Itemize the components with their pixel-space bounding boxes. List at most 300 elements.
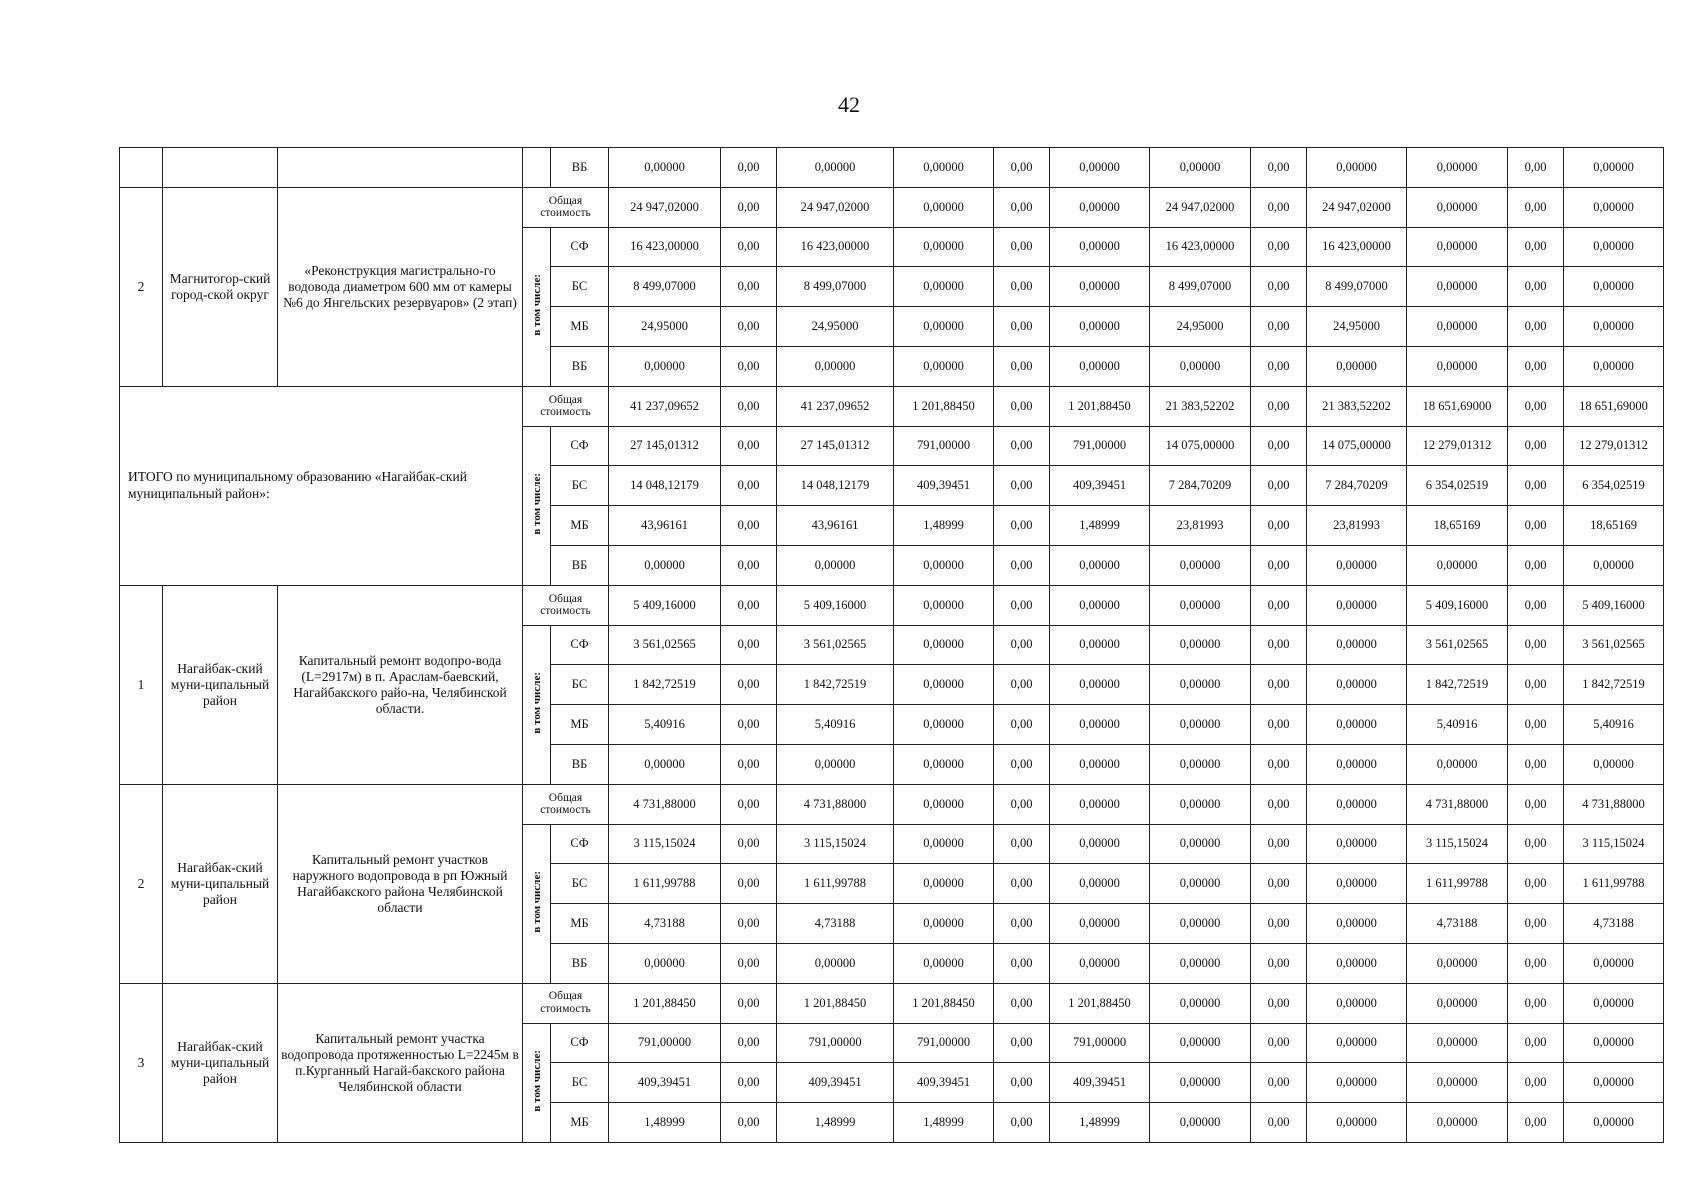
value-cell: 14 048,12179	[609, 466, 721, 506]
value-cell: 0,00	[994, 784, 1050, 824]
table-row	[120, 784, 1664, 824]
source-cell: МБ	[551, 506, 609, 546]
value-cell: 0,00000	[1150, 744, 1251, 784]
value-cell: 4 731,88000	[1407, 784, 1508, 824]
table-row	[120, 148, 1664, 188]
value-cell: 6 354,02519	[1407, 466, 1508, 506]
value-cell: 0,00000	[1407, 267, 1508, 307]
value-cell: 0,00	[721, 983, 777, 1023]
value-cell: 0,00	[994, 943, 1050, 983]
value-cell: 0,00	[1508, 545, 1564, 585]
value-cell: 0,00	[994, 625, 1050, 665]
including-label-cell	[523, 1023, 551, 1142]
including-label-cell	[523, 625, 551, 784]
value-cell: 0,00000	[894, 267, 994, 307]
value-cell: 0,00	[721, 585, 777, 625]
value-cell: 0,00000	[777, 943, 894, 983]
value-cell: 1 201,88450	[609, 983, 721, 1023]
itogo-label: ИТОГО по муниципальному образованию «Нагайбак-ский муниципальный район»:	[120, 386, 523, 585]
value-cell: 0,00	[1508, 904, 1564, 944]
value-cell: 0,00	[1508, 148, 1564, 188]
value-cell: 0,00000	[1307, 346, 1407, 386]
value-cell: 0,00	[1508, 506, 1564, 546]
value-cell: 0,00000	[1050, 148, 1150, 188]
value-cell: 0,00	[994, 307, 1050, 347]
value-cell: 0,00000	[1050, 943, 1150, 983]
municipality-name: Нагайбак-ский муни-ципальный район	[163, 585, 278, 784]
row-number: 3	[120, 983, 163, 1142]
value-cell: 3 115,15024	[609, 824, 721, 864]
value-cell: 0,00	[994, 705, 1050, 745]
value-cell: 27 145,01312	[777, 426, 894, 466]
value-cell: 0,00	[994, 983, 1050, 1023]
value-cell: 4,73188	[1407, 904, 1508, 944]
value-cell: 0,00	[1508, 386, 1564, 426]
municipality-name: Магнитогор-ский город-ской округ	[163, 187, 278, 386]
value-cell: 791,00000	[1050, 426, 1150, 466]
value-cell: 0,00000	[1050, 744, 1150, 784]
value-cell: 0,00000	[1307, 864, 1407, 904]
row-number: 2	[120, 187, 163, 386]
value-cell: 16 423,00000	[609, 227, 721, 267]
value-cell: 409,39451	[1050, 1063, 1150, 1103]
value-cell: 0,00	[1251, 904, 1307, 944]
value-cell: 1 201,88450	[1050, 983, 1150, 1023]
value-cell: 5 409,16000	[777, 585, 894, 625]
value-cell: 0,00000	[1307, 148, 1407, 188]
municipality-name: Нагайбак-ский муни-ципальный район	[163, 983, 278, 1142]
value-cell: 0,00000	[1307, 744, 1407, 784]
value-cell: 0,00000	[894, 744, 994, 784]
value-cell: 0,00000	[894, 943, 994, 983]
total-cost-label: Общая стоимость	[523, 386, 609, 426]
value-cell: 8 499,07000	[609, 267, 721, 307]
source-cell: ВБ	[551, 545, 609, 585]
value-cell: 0,00000	[1407, 1103, 1508, 1143]
value-cell: 0,00000	[894, 784, 994, 824]
value-cell: 0,00000	[1307, 585, 1407, 625]
value-cell: 0,00	[721, 625, 777, 665]
value-cell: 24 947,02000	[1307, 187, 1407, 227]
value-cell: 1 611,99788	[1407, 864, 1508, 904]
value-cell: 3 115,15024	[1564, 824, 1664, 864]
value-cell: 0,00000	[1407, 943, 1508, 983]
value-cell: 0,00000	[1564, 1023, 1664, 1063]
value-cell: 0,00	[721, 665, 777, 705]
value-cell: 43,96161	[609, 506, 721, 546]
value-cell: 5,40916	[1407, 705, 1508, 745]
value-cell: 791,00000	[777, 1023, 894, 1063]
value-cell: 0,00000	[609, 346, 721, 386]
value-cell: 0,00000	[894, 187, 994, 227]
source-cell: СФ	[551, 625, 609, 665]
source-cell: ВБ	[551, 148, 609, 188]
value-cell: 0,00	[994, 466, 1050, 506]
including-label: в том числе:	[530, 1049, 543, 1112]
value-cell: 0,00	[721, 346, 777, 386]
value-cell: 0,00	[1508, 784, 1564, 824]
value-cell: 4 731,88000	[1564, 784, 1664, 824]
value-cell: 409,39451	[609, 1063, 721, 1103]
value-cell: 0,00000	[1150, 665, 1251, 705]
project-name: Капитальный ремонт участка водопровода протяженностью L=2245м в п.Курганный Нагай-бакского района Челябинской области	[278, 983, 523, 1142]
value-cell: 1 201,88450	[777, 983, 894, 1023]
value-cell: 409,39451	[1050, 466, 1150, 506]
value-cell: 0,00000	[1307, 1023, 1407, 1063]
value-cell: 16 423,00000	[1150, 227, 1251, 267]
total-cost-label: Общая стоимость	[523, 187, 609, 227]
value-cell: 0,00	[1508, 705, 1564, 745]
value-cell: 18,65169	[1407, 506, 1508, 546]
value-cell: 0,00000	[894, 705, 994, 745]
value-cell: 0,00000	[1150, 625, 1251, 665]
value-cell: 1 611,99788	[609, 864, 721, 904]
value-cell: 3 561,02565	[609, 625, 721, 665]
value-cell: 0,00000	[609, 545, 721, 585]
value-cell: 0,00	[721, 943, 777, 983]
project-name: Капитальный ремонт участков наружного водопровода в рп Южный Нагайбакского района Челябинской области	[278, 784, 523, 983]
source-cell: МБ	[551, 1103, 609, 1143]
value-cell: 0,00	[994, 744, 1050, 784]
value-cell: 0,00000	[1307, 665, 1407, 705]
source-cell: МБ	[551, 705, 609, 745]
value-cell: 0,00000	[894, 346, 994, 386]
including-label: в том числе:	[530, 273, 543, 336]
value-cell: 1 842,72519	[1407, 665, 1508, 705]
value-cell: 3 561,02565	[1564, 625, 1664, 665]
value-cell: 0,00	[1508, 1023, 1564, 1063]
value-cell: 1,48999	[894, 506, 994, 546]
value-cell: 1 611,99788	[777, 864, 894, 904]
value-cell: 0,00	[1251, 1063, 1307, 1103]
value-cell: 0,00000	[1407, 227, 1508, 267]
value-cell: 0,00000	[1564, 545, 1664, 585]
value-cell: 4 731,88000	[777, 784, 894, 824]
value-cell: 0,00000	[777, 346, 894, 386]
value-cell: 0,00	[721, 1063, 777, 1103]
source-cell: СФ	[551, 426, 609, 466]
table-row	[120, 187, 1664, 227]
value-cell: 0,00000	[1050, 227, 1150, 267]
value-cell: 0,00000	[1407, 148, 1508, 188]
value-cell: 0,00000	[1150, 943, 1251, 983]
value-cell: 18 651,69000	[1407, 386, 1508, 426]
value-cell: 1 842,72519	[1564, 665, 1664, 705]
value-cell: 0,00	[994, 1023, 1050, 1063]
value-cell: 0,00000	[1307, 904, 1407, 944]
source-cell: ВБ	[551, 744, 609, 784]
table-row	[120, 983, 1664, 1023]
value-cell: 409,39451	[894, 466, 994, 506]
value-cell: 409,39451	[894, 1063, 994, 1103]
value-cell: 0,00	[721, 227, 777, 267]
value-cell: 409,39451	[777, 1063, 894, 1103]
value-cell: 0,00000	[894, 227, 994, 267]
value-cell: 24,95000	[777, 307, 894, 347]
including-label: в том числе:	[530, 870, 543, 933]
value-cell: 0,00000	[1050, 267, 1150, 307]
value-cell: 24,95000	[1150, 307, 1251, 347]
value-cell: 0,00000	[1564, 148, 1664, 188]
value-cell: 0,00	[1508, 267, 1564, 307]
value-cell: 0,00000	[1564, 1103, 1664, 1143]
value-cell: 0,00	[1251, 744, 1307, 784]
value-cell: 0,00	[1508, 625, 1564, 665]
value-cell: 12 279,01312	[1564, 426, 1664, 466]
value-cell: 0,00000	[1150, 864, 1251, 904]
value-cell: 0,00000	[1150, 1103, 1251, 1143]
value-cell: 0,00	[721, 545, 777, 585]
value-cell: 0,00000	[894, 824, 994, 864]
source-cell: БС	[551, 267, 609, 307]
row-number: 2	[120, 784, 163, 983]
value-cell: 0,00	[1508, 346, 1564, 386]
value-cell: 16 423,00000	[1307, 227, 1407, 267]
total-cost-label: Общая стоимость	[523, 585, 609, 625]
value-cell: 0,00	[1251, 1023, 1307, 1063]
value-cell: 0,00	[1251, 983, 1307, 1023]
value-cell: 0,00000	[1150, 148, 1251, 188]
value-cell: 0,00000	[1307, 824, 1407, 864]
value-cell: 0,00000	[1564, 187, 1664, 227]
value-cell: 5,40916	[1564, 705, 1664, 745]
value-cell: 6 354,02519	[1564, 466, 1664, 506]
value-cell: 14 048,12179	[777, 466, 894, 506]
value-cell: 5,40916	[777, 705, 894, 745]
value-cell: 0,00000	[1050, 665, 1150, 705]
value-cell: 0,00000	[1307, 1103, 1407, 1143]
value-cell: 0,00000	[1307, 545, 1407, 585]
value-cell: 0,00000	[1150, 585, 1251, 625]
source-cell: ВБ	[551, 346, 609, 386]
value-cell: 8 499,07000	[777, 267, 894, 307]
value-cell: 0,00	[1251, 506, 1307, 546]
value-cell: 0,00	[721, 864, 777, 904]
value-cell: 0,00	[1251, 466, 1307, 506]
source-cell: СФ	[551, 1023, 609, 1063]
value-cell: 0,00	[994, 267, 1050, 307]
value-cell: 0,00	[994, 386, 1050, 426]
value-cell: 0,00000	[1564, 346, 1664, 386]
value-cell: 0,00	[1508, 227, 1564, 267]
value-cell: 1,48999	[1050, 506, 1150, 546]
value-cell: 1,48999	[894, 1103, 994, 1143]
source-cell: ВБ	[551, 943, 609, 983]
num-cell	[120, 148, 163, 188]
value-cell: 0,00	[1508, 307, 1564, 347]
municipality-cell	[163, 148, 278, 188]
value-cell: 14 075,00000	[1307, 426, 1407, 466]
value-cell: 0,00000	[894, 585, 994, 625]
value-cell: 1 842,72519	[609, 665, 721, 705]
value-cell: 41 237,09652	[609, 386, 721, 426]
value-cell: 24,95000	[1307, 307, 1407, 347]
value-cell: 3 561,02565	[777, 625, 894, 665]
value-cell: 3 115,15024	[1407, 824, 1508, 864]
value-cell: 0,00000	[1407, 744, 1508, 784]
value-cell: 3 115,15024	[777, 824, 894, 864]
including-label-cell	[523, 426, 551, 585]
value-cell: 0,00000	[1150, 1063, 1251, 1103]
value-cell: 0,00	[1251, 784, 1307, 824]
value-cell: 18 651,69000	[1564, 386, 1664, 426]
value-cell: 0,00000	[1564, 1063, 1664, 1103]
value-cell: 1 201,88450	[1050, 386, 1150, 426]
value-cell: 0,00000	[1050, 625, 1150, 665]
value-cell: 27 145,01312	[609, 426, 721, 466]
value-cell: 0,00	[994, 506, 1050, 546]
value-cell: 0,00	[994, 148, 1050, 188]
value-cell: 0,00	[1508, 824, 1564, 864]
value-cell: 0,00000	[1150, 983, 1251, 1023]
value-cell: 24,95000	[609, 307, 721, 347]
incl-cell	[523, 148, 551, 188]
project-cell	[278, 148, 523, 188]
value-cell: 0,00	[994, 864, 1050, 904]
value-cell: 1 201,88450	[894, 386, 994, 426]
value-cell: 0,00	[1251, 545, 1307, 585]
value-cell: 0,00	[721, 824, 777, 864]
source-cell: БС	[551, 466, 609, 506]
value-cell: 12 279,01312	[1407, 426, 1508, 466]
value-cell: 0,00	[1508, 426, 1564, 466]
value-cell: 0,00000	[1564, 307, 1664, 347]
value-cell: 0,00000	[1407, 1063, 1508, 1103]
value-cell: 0,00	[1251, 665, 1307, 705]
total-cost-label: Общая стоимость	[523, 983, 609, 1023]
value-cell: 0,00000	[1150, 904, 1251, 944]
value-cell: 0,00	[721, 267, 777, 307]
value-cell: 0,00000	[1407, 545, 1508, 585]
value-cell: 23,81993	[1150, 506, 1251, 546]
value-cell: 0,00	[994, 187, 1050, 227]
value-cell: 0,00000	[1564, 983, 1664, 1023]
value-cell: 0,00000	[609, 148, 721, 188]
value-cell: 0,00	[994, 545, 1050, 585]
value-cell: 0,00000	[777, 744, 894, 784]
source-cell: БС	[551, 864, 609, 904]
value-cell: 5 409,16000	[609, 585, 721, 625]
municipality-name: Нагайбак-ский муни-ципальный район	[163, 784, 278, 983]
value-cell: 791,00000	[609, 1023, 721, 1063]
value-cell: 0,00000	[1150, 824, 1251, 864]
value-cell: 0,00	[1251, 585, 1307, 625]
value-cell: 0,00	[1508, 744, 1564, 784]
value-cell: 0,00000	[1307, 625, 1407, 665]
value-cell: 7 284,70209	[1150, 466, 1251, 506]
value-cell: 0,00000	[894, 148, 994, 188]
value-cell: 0,00000	[1050, 705, 1150, 745]
table-row	[120, 386, 1664, 426]
value-cell: 0,00000	[1307, 784, 1407, 824]
value-cell: 0,00	[1508, 943, 1564, 983]
value-cell: 0,00	[721, 386, 777, 426]
value-cell: 0,00000	[894, 625, 994, 665]
value-cell: 0,00000	[1307, 1063, 1407, 1103]
value-cell: 1 611,99788	[1564, 864, 1664, 904]
value-cell: 0,00000	[777, 148, 894, 188]
value-cell: 4,73188	[609, 904, 721, 944]
value-cell: 791,00000	[894, 1023, 994, 1063]
value-cell: 0,00000	[1050, 346, 1150, 386]
value-cell: 0,00	[994, 904, 1050, 944]
value-cell: 0,00	[1251, 426, 1307, 466]
value-cell: 0,00000	[1564, 943, 1664, 983]
value-cell: 0,00	[1251, 824, 1307, 864]
project-name: «Реконструкция магистрально-го водовода диаметром 600 мм от камеры №6 до Янгельских резервуаров» (2 этап)	[278, 187, 523, 386]
including-label-cell	[523, 227, 551, 386]
value-cell: 0,00	[721, 148, 777, 188]
value-cell: 0,00000	[1150, 545, 1251, 585]
value-cell: 0,00	[721, 744, 777, 784]
value-cell: 5 409,16000	[1407, 585, 1508, 625]
value-cell: 16 423,00000	[777, 227, 894, 267]
value-cell: 0,00	[721, 784, 777, 824]
value-cell: 0,00	[721, 187, 777, 227]
source-cell: БС	[551, 1063, 609, 1103]
value-cell: 4 731,88000	[609, 784, 721, 824]
value-cell: 3 561,02565	[1407, 625, 1508, 665]
value-cell: 0,00000	[1407, 346, 1508, 386]
value-cell: 0,00	[1508, 1103, 1564, 1143]
value-cell: 24 947,02000	[609, 187, 721, 227]
value-cell: 0,00	[994, 227, 1050, 267]
source-cell: БС	[551, 665, 609, 705]
value-cell: 41 237,09652	[777, 386, 894, 426]
value-cell: 0,00	[994, 426, 1050, 466]
value-cell: 0,00000	[1050, 904, 1150, 944]
value-cell: 0,00	[721, 506, 777, 546]
value-cell: 1,48999	[777, 1103, 894, 1143]
value-cell: 0,00	[1508, 864, 1564, 904]
value-cell: 4,73188	[1564, 904, 1664, 944]
value-cell: 0,00	[1251, 148, 1307, 188]
value-cell: 0,00000	[1307, 983, 1407, 1023]
value-cell: 0,00000	[1564, 744, 1664, 784]
value-cell: 0,00	[1251, 227, 1307, 267]
source-cell: МБ	[551, 307, 609, 347]
value-cell: 0,00000	[1050, 864, 1150, 904]
value-cell: 0,00	[994, 1063, 1050, 1103]
value-cell: 0,00	[994, 1103, 1050, 1143]
value-cell: 0,00000	[1407, 187, 1508, 227]
value-cell: 0,00	[721, 307, 777, 347]
value-cell: 0,00000	[1307, 705, 1407, 745]
value-cell: 0,00	[1508, 466, 1564, 506]
value-cell: 0,00	[721, 705, 777, 745]
value-cell: 1 201,88450	[894, 983, 994, 1023]
value-cell: 24 947,02000	[1150, 187, 1251, 227]
value-cell: 0,00000	[894, 864, 994, 904]
value-cell: 0,00000	[1150, 784, 1251, 824]
value-cell: 0,00000	[894, 545, 994, 585]
value-cell: 8 499,07000	[1150, 267, 1251, 307]
value-cell: 0,00	[1251, 346, 1307, 386]
value-cell: 5,40916	[609, 705, 721, 745]
budget-table	[119, 147, 1664, 1143]
value-cell: 43,96161	[777, 506, 894, 546]
source-cell: СФ	[551, 227, 609, 267]
value-cell: 8 499,07000	[1307, 267, 1407, 307]
value-cell: 1 842,72519	[777, 665, 894, 705]
value-cell: 21 383,52202	[1307, 386, 1407, 426]
value-cell: 0,00	[1251, 625, 1307, 665]
value-cell: 0,00	[721, 466, 777, 506]
value-cell: 0,00	[721, 426, 777, 466]
value-cell: 0,00000	[609, 744, 721, 784]
page-number: 42	[838, 92, 860, 117]
value-cell: 0,00000	[1307, 943, 1407, 983]
